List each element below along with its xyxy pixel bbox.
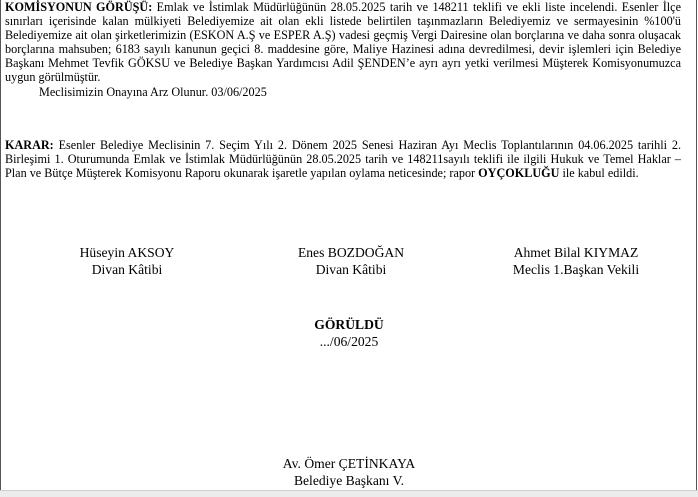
page-right-border — [696, 0, 697, 492]
commission-opinion-text: Emlak ve İstimlak Müdürlüğünün 28.05.2025 tarih ve 148211 teklifi ve ekli liste incelendi. Esenler İlçe sınırları içerisinde kalan mülkiyeti Belediyemize ait olan ekli listede belirtilen taşınmazların Belediyemiz ve sermayesinin %100'ü Belediyemize ait olan şirketlerimizin (ESKON A.Ş ve ESPER A.Ş) vadesi geçmiş Vergi Dairesine olan borçlarına ve daha sonra oluşacak borçlarına mahsuben; 6183 sayılı kanunun geçici 8. maddesine göre, Maliye Hazinesi adına devredilmesi, devir işlemleri için Belediye Başkanı Mehmet Tevfik GÖKSU ve Belediye Başkan Yardımcısı Adil ŞENDEN’e ayrı ayrı yetki verilmesi Müşterek Komisyonumuzca uygun görülmüştür. — [5, 0, 681, 85]
decision-text: Esenler Belediye Meclisinin 7. Seçim Yılı 2. Dönem 2025 Senesi Haziran Ayı Meclis Toplantılarının 04.06.2025 tarihli 2. Birleşimi 1. Oturumunda Emlak ve İstimlak Müdürlüğünün 28.05.2025 tarih ve 148211sayılı teklifi ile ilgili Hukuk ve Temel Haklar – Plan ve Bütçe Müşterek Komisyonu Raporu okunarak işaretle yapılan oylama neticesinde; rapor — [5, 138, 681, 181]
seen-block — [249, 316, 449, 350]
page-left-border — [0, 0, 1, 492]
signatory-role: Divan Kâtibi — [91, 262, 163, 277]
signatory-name: Hüseyin AKSOY — [79, 245, 175, 260]
signatory-block — [251, 244, 451, 278]
commission-opinion-paragraph — [5, 0, 681, 99]
signatory-block — [476, 244, 676, 278]
signatory-name: Enes BOZDOĞAN — [297, 245, 405, 260]
signatory-name: Ahmet Bilal KIYMAZ — [513, 245, 639, 260]
signatory-role: Divan Kâtibi — [315, 262, 387, 277]
decision-paragraph — [5, 138, 681, 180]
seen-label: GÖRÜLDÜ — [314, 317, 384, 332]
seen-date: .../06/2025 — [319, 334, 379, 349]
mayor-signature-block — [224, 455, 474, 489]
mayor-name: Av. Ömer ÇETİNKAYA — [282, 456, 416, 471]
signatory-role: Meclis 1.Başkan Vekili — [512, 262, 640, 277]
decision-label: KARAR: — [5, 138, 54, 152]
signatory-block — [27, 244, 227, 278]
decision-result: OYÇOKLUĞU — [478, 166, 560, 181]
decision-suffix: ile kabul edildi. — [562, 166, 639, 181]
mayor-title: Belediye Başkanı V. — [293, 473, 405, 488]
commission-opinion-label: KOMİSYONUN GÖRÜŞÜ: — [5, 0, 153, 14]
commission-approval-line: Meclisimizin Onayına Arz Olunur. 03/06/2025 — [39, 84, 267, 99]
